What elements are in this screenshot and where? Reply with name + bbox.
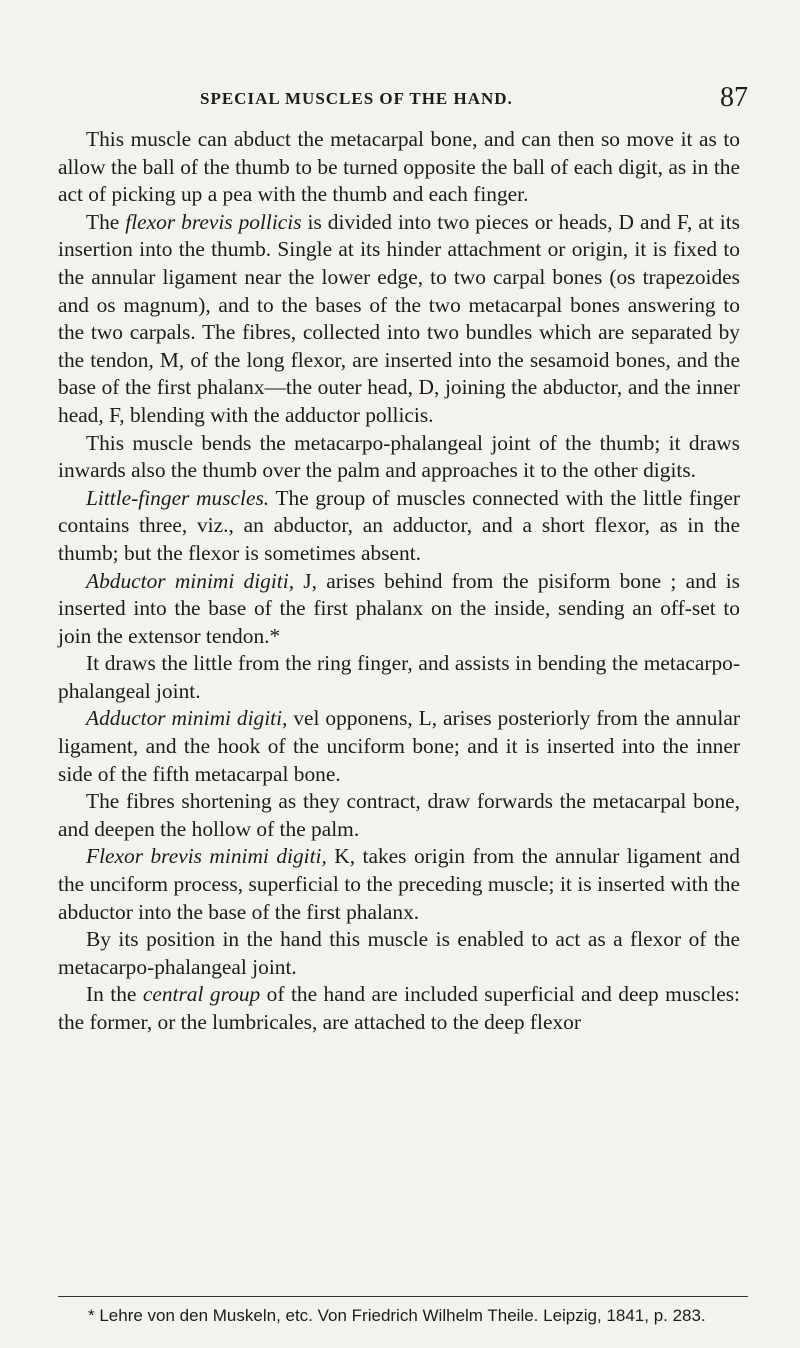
paragraph-text: of the hand are included superficial and deep muscles: the former, or the lumbricales, are attached to the deep flexor	[58, 982, 740, 1034]
paragraph	[58, 126, 740, 209]
footnote-rule	[58, 1296, 748, 1297]
paragraph	[58, 650, 740, 705]
paragraph-text: is divided into two pieces or heads, D and F, at its insertion into the thumb. Single at its hinder attachment or origin, it is fixed to the annular ligament near the lower edge, to two carpal bones (os trapezoides and os magnum), and to the bases of the two metacarpal bones answering to the two carpals. The fibres, collected into two bundles which are separated by the tendon, M, of the long flexor, are inserted into the sesamoid bones, and the base of the first phalanx—the outer head, D, joining the abductor, and the inner head, F, blending with the adductor pollicis.	[58, 209, 740, 427]
paragraph	[58, 568, 740, 651]
body-text	[58, 126, 740, 1037]
page-header	[60, 82, 750, 118]
paragraph	[58, 788, 740, 843]
paragraph-heading: Abductor minimi digiti,	[86, 568, 295, 593]
page-number: 87	[720, 82, 748, 113]
paragraph-heading: flexor brevis pollicis	[125, 209, 302, 234]
paragraph	[58, 705, 740, 788]
paragraph-text: By its position in the hand this muscle is enabled to act as a flexor of the metacarpo-phalangeal joint.	[58, 927, 740, 979]
paragraph-text: K, takes origin from the annular ligament and the unciform process, superficial to the preceding muscle; it is inserted with the abductor into the base of the first phalanx.	[58, 844, 740, 924]
paragraph-lead: In the	[86, 982, 143, 1007]
paragraph-heading: central group	[142, 982, 261, 1007]
paragraph	[58, 430, 740, 485]
running-head: SPECIAL MUSCLES OF THE HAND.	[200, 89, 513, 108]
paragraph-text: This muscle can abduct the metacarpal bone, and can then so move it as to allow the ball of the thumb to be turned opposite the ball of each digit, as in the act of picking up a pea with the thumb and each finger.	[58, 127, 740, 207]
paragraph-text: J, arises behind from the pisiform bone ; and is inserted into the base of the first phalanx on the inside, sending an off-set to join the extensor tendon.*	[58, 568, 741, 648]
paragraph-text: This muscle bends the metacarpo-phalangeal joint of the thumb; it draws inwards also the thumb over the palm and approaches it to the other digits.	[58, 430, 740, 483]
paragraph-lead: The	[86, 209, 126, 234]
paragraph-text: The fibres shortening as they contract, draw forwards the metacarpal bone, and deepen the hollow of the palm.	[58, 789, 740, 841]
paragraph	[58, 981, 740, 1036]
paragraph	[58, 926, 740, 981]
paragraph-text: It draws the little from the ring finger, and assists in bending the metacarpo-phalangeal joint.	[58, 651, 740, 703]
paragraph	[58, 843, 740, 926]
paragraph-heading: Adductor minimi digiti,	[86, 706, 288, 731]
paragraph	[58, 485, 740, 568]
paragraph	[58, 209, 740, 430]
paragraph-heading: Little-finger muscles.	[86, 485, 270, 510]
paragraph-heading: Flexor brevis minimi digiti,	[86, 844, 327, 869]
footnote: * Lehre von den Muskeln, etc. Von Friedrich Wilhelm Theile. Leipzig, 1841, p. 283.	[88, 1306, 706, 1325]
paragraph-text: The group of muscles connected with the little finger contains three, viz., an abductor, an adductor, and a short flexor, as in the thumb; but the flexor is sometimes absent.	[58, 485, 740, 565]
paragraph-text: vel opponens, L, arises posteriorly from the annular ligament, and the hook of the unciform bone; and it is inserted into the inner side of the fifth metacarpal bone.	[58, 706, 740, 786]
